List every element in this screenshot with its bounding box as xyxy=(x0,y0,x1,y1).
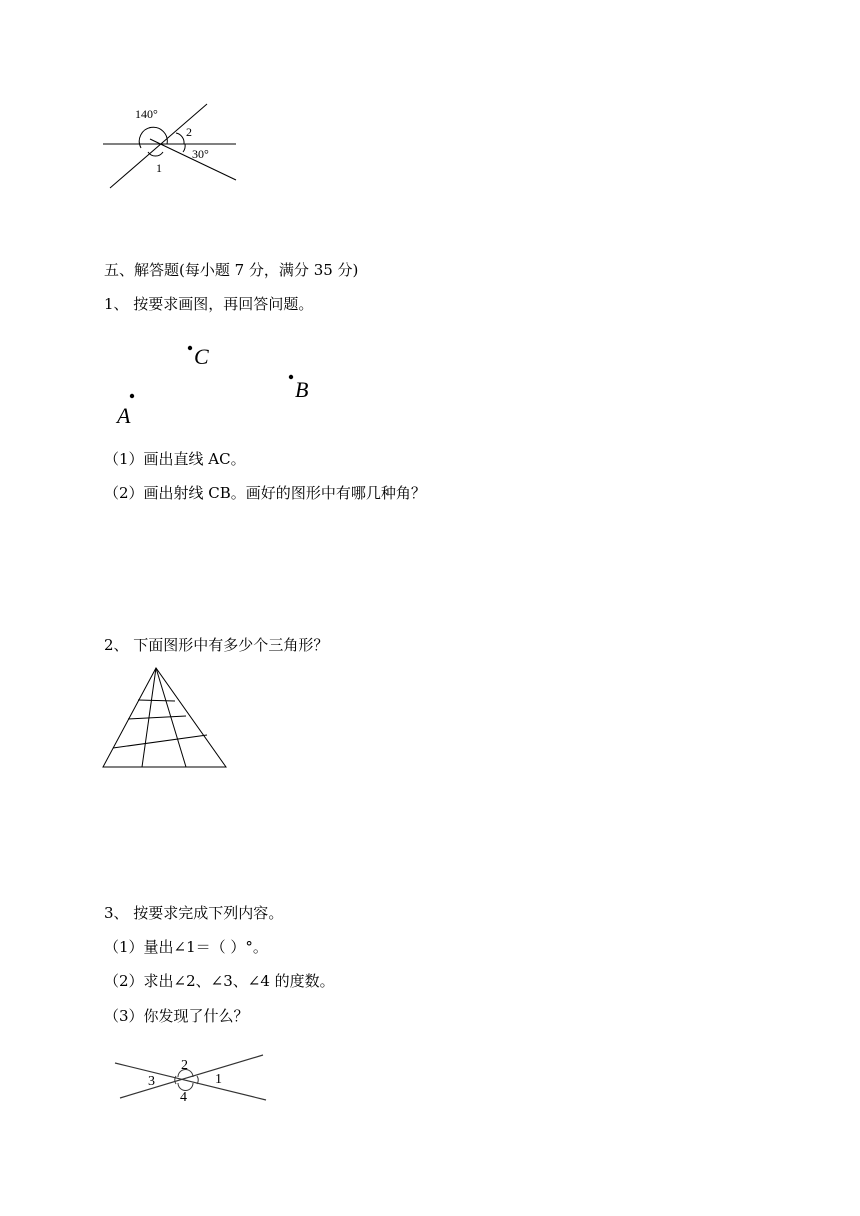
q3-part2: （2）求出∠2、∠3、∠4 的度数。 xyxy=(104,972,335,990)
point-b-label: B xyxy=(295,377,309,402)
q2-title: 2、 下面图形中有多少个三角形？ xyxy=(104,636,329,654)
angle-label-3: 3 xyxy=(148,1074,155,1089)
arc-angle-3 xyxy=(175,1076,176,1084)
label-140: 140° xyxy=(135,107,158,121)
q1-title: 1、 按要求画图，再回答问题。 xyxy=(104,295,314,313)
line-two xyxy=(120,1055,263,1098)
angle-label-1: 1 xyxy=(215,1072,222,1087)
angle-label-4: 4 xyxy=(180,1090,187,1105)
point-c-label: C xyxy=(194,344,209,369)
q3-part1: （1）量出∠1＝（ ）°。 xyxy=(104,938,268,956)
q3-part3: （3）你发现了什么？ xyxy=(104,1007,249,1025)
arc-angle-1 xyxy=(197,1076,198,1084)
angle-label-2: 2 xyxy=(181,1058,188,1073)
section-heading: 五、解答题(每小题 7 分，满分 35 分) xyxy=(104,261,359,279)
label-2: 2 xyxy=(186,125,192,139)
q1-part1: （1）画出直线 AC。 xyxy=(104,450,246,468)
q1-part2: （2）画出射线 CB。画好的图形中有哪几种角？ xyxy=(104,484,426,502)
line-one xyxy=(115,1063,266,1100)
point-a-label: A xyxy=(117,403,131,428)
q3-title: 3、 按要求完成下列内容。 xyxy=(104,904,284,922)
label-30: 30° xyxy=(192,147,209,161)
label-1: 1 xyxy=(156,161,162,175)
